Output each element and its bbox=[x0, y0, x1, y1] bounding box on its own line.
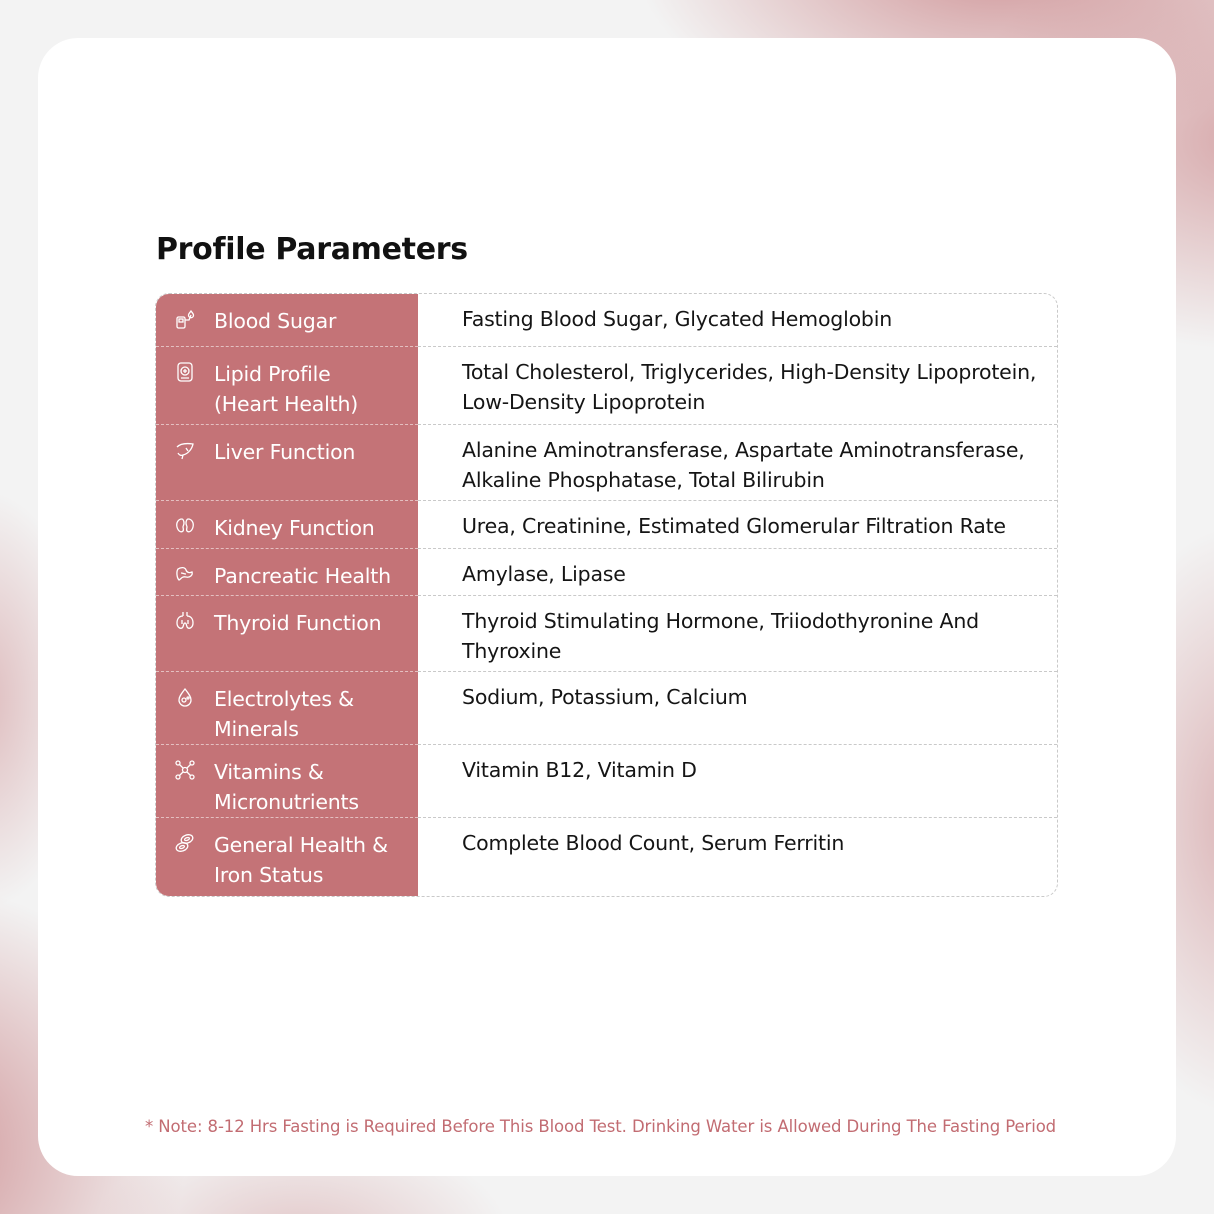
table-row bbox=[156, 548, 1057, 595]
parameters-cell: Sodium, Potassium, Calcium bbox=[418, 671, 1057, 744]
table-row bbox=[156, 595, 1057, 671]
category-label: Liver Function bbox=[214, 440, 356, 464]
pancreas-icon bbox=[174, 563, 196, 585]
liver-icon bbox=[174, 439, 196, 461]
parameters-cell: Amylase, Lipase bbox=[418, 548, 1057, 595]
category-label: Blood Sugar bbox=[214, 309, 337, 333]
parameters-cell: Thyroid Stimulating Hormone, Triiodothyronine And Thyroxine bbox=[418, 595, 1057, 671]
page-title: Profile Parameters bbox=[156, 232, 468, 267]
category-label: Vitamins & Micronutrients bbox=[214, 760, 359, 814]
category-cell bbox=[156, 744, 418, 817]
category-cell bbox=[156, 595, 418, 671]
molecule-icon bbox=[174, 759, 196, 781]
parameters-cell: Complete Blood Count, Serum Ferritin bbox=[418, 817, 1057, 896]
category-label: Electrolytes & Minerals bbox=[214, 687, 354, 741]
category-label: Thyroid Function bbox=[214, 611, 382, 635]
parameters-cell: Urea, Creatinine, Estimated Glomerular Filtration Rate bbox=[418, 500, 1057, 548]
drop-icon bbox=[174, 686, 196, 708]
table-row bbox=[156, 671, 1057, 744]
thyroid-icon bbox=[174, 610, 196, 632]
fasting-note: * Note: 8-12 Hrs Fasting is Required Before This Blood Test. Drinking Water is Allowed During The Fasting Period bbox=[145, 1117, 1057, 1136]
parameters-table bbox=[155, 293, 1058, 897]
parameters-cell: Alanine Aminotransferase, Aspartate Aminotransferase, Alkaline Phosphatase, Total Bilirubin bbox=[418, 424, 1057, 500]
kidney-icon bbox=[174, 515, 196, 537]
parameters-cell: Vitamin B12, Vitamin D bbox=[418, 744, 1057, 817]
parameters-cell: Total Cholesterol, Triglycerides, High-Density Lipoprotein, Low-Density Lipoprotein bbox=[418, 346, 1057, 424]
category-label: Pancreatic Health bbox=[214, 564, 391, 588]
category-label: Lipid Profile (Heart Health) bbox=[214, 362, 359, 416]
table-row bbox=[156, 744, 1057, 817]
category-label: General Health & Iron Status bbox=[214, 833, 388, 887]
parameters-cell: Fasting Blood Sugar, Glycated Hemoglobin bbox=[462, 307, 893, 331]
category-cell bbox=[156, 817, 418, 896]
category-cell bbox=[156, 294, 418, 346]
table-row bbox=[156, 294, 1057, 346]
table-row bbox=[156, 817, 1057, 896]
table-row bbox=[156, 500, 1057, 548]
category-cell bbox=[156, 548, 418, 595]
category-cell bbox=[156, 671, 418, 744]
category-label: Kidney Function bbox=[214, 516, 375, 540]
glucose-meter-icon bbox=[174, 308, 196, 330]
category-cell bbox=[156, 346, 418, 424]
table-row bbox=[156, 424, 1057, 500]
category-cell bbox=[156, 424, 418, 500]
table-row bbox=[156, 346, 1057, 424]
lipid-tube-icon bbox=[174, 361, 196, 383]
category-cell bbox=[156, 500, 418, 548]
blood-cells-icon bbox=[174, 832, 196, 854]
